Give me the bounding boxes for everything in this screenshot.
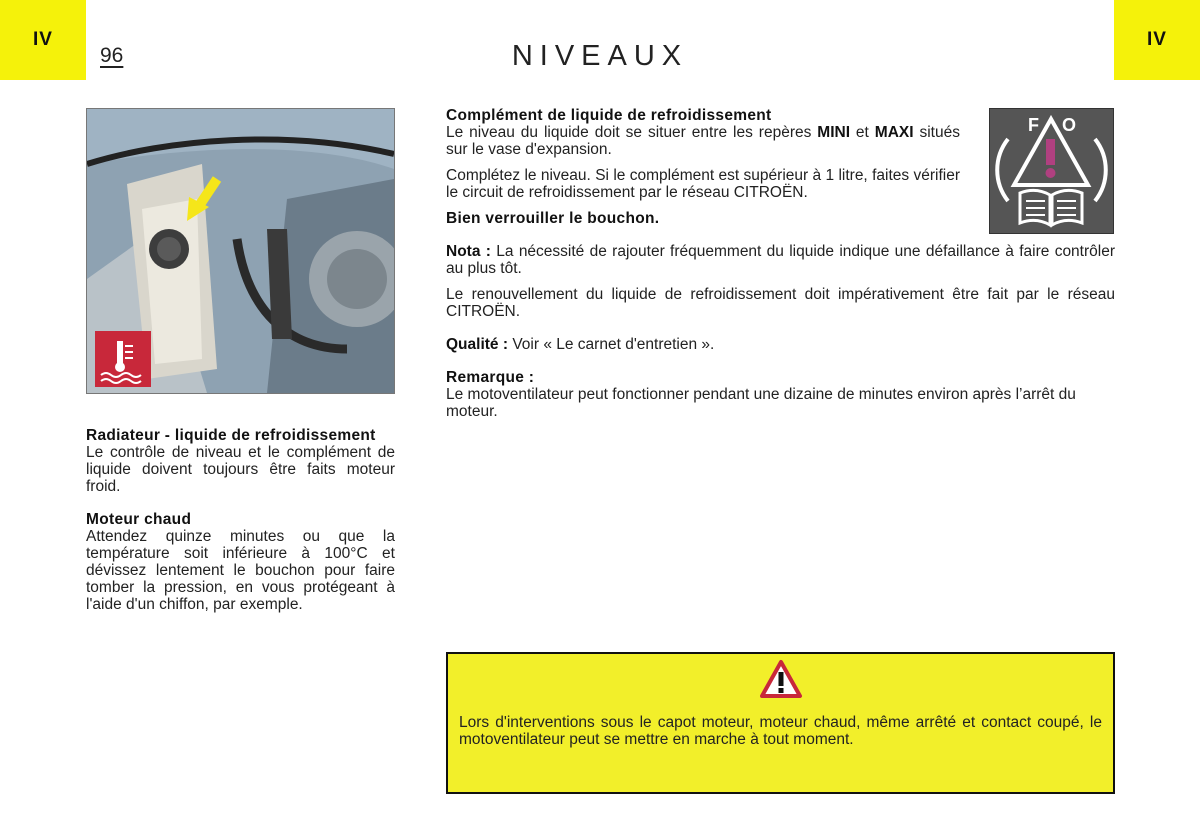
hot-engine-paragraph: Attendez quinze minutes ou que la température soit inférieure à 100°C et dévissez lentement le bouchon pour faire tomber la pression, en vous protégeant à l'aide d'un chiffon, par exemple. <box>86 528 395 613</box>
chapter-label-right: IV <box>1147 29 1167 50</box>
chapter-tab-right <box>1114 0 1200 80</box>
left-column <box>86 427 395 613</box>
remark-heading: Remarque : <box>446 369 535 386</box>
level-text-end: situés sur le vase d'expansion. <box>446 124 960 158</box>
level-text-start: Le niveau du liquide doit se situer entre les repères <box>446 124 818 141</box>
page-title: NIVEAUX <box>511 40 689 72</box>
chapter-label-left: IV <box>33 29 53 50</box>
service-letter-f: F <box>1028 115 1039 135</box>
renewal-paragraph: Le renouvellement du liquide de refroidissement doit impérativement être fait par le réseau CITROËN. <box>446 286 1115 320</box>
lock-cap-line: Bien verrouiller le bouchon. <box>446 210 660 227</box>
level-text-mid: et <box>850 124 875 141</box>
topup-volume-paragraph: Complétez le niveau. Si le complément est supérieur à 1 litre, faites vérifier le circuit de refroidissement par le réseau CITROËN. <box>446 167 960 201</box>
remark-paragraph: Le motoventilateur peut fonctionner pendant une dizaine de minutes environ après l’arrêt du moteur. <box>446 386 1076 420</box>
engine-bay-photo <box>86 108 395 394</box>
nota-label: Nota : <box>446 243 491 260</box>
radiator-paragraph: Le contrôle de niveau et le complément de liquide doivent toujours être faits moteur froid. <box>86 444 395 495</box>
warning-text: Lors d'interventions sous le capot moteur, moteur chaud, même arrêté et contact coupé, le motoventilateur peut se mettre en marche à tout moment. <box>459 714 1102 748</box>
warning-triangle-icon <box>759 659 803 699</box>
quality-text: Voir « Le carnet d'entretien ». <box>508 336 715 353</box>
service-letter-o: O <box>1062 115 1077 135</box>
topup-heading: Complément de liquide de refroidissement <box>446 107 772 124</box>
nota-paragraph <box>446 243 1115 277</box>
maxi-mark: MAXI <box>874 124 914 141</box>
nota-text: La nécessité de rajouter fréquemment du liquide indique une défaillance à faire contrôler au plus tôt. <box>446 243 1115 277</box>
topup-level-paragraph <box>446 124 960 158</box>
hot-engine-heading: Moteur chaud <box>86 511 192 528</box>
quality-label: Qualité : <box>446 336 509 353</box>
quality-paragraph <box>446 336 1115 353</box>
mini-mark: MINI <box>817 124 850 141</box>
radiator-heading: Radiateur - liquide de refroidissement <box>86 427 376 444</box>
right-column <box>446 107 1115 420</box>
page-number: 96 <box>100 44 124 67</box>
warning-box <box>446 652 1115 794</box>
